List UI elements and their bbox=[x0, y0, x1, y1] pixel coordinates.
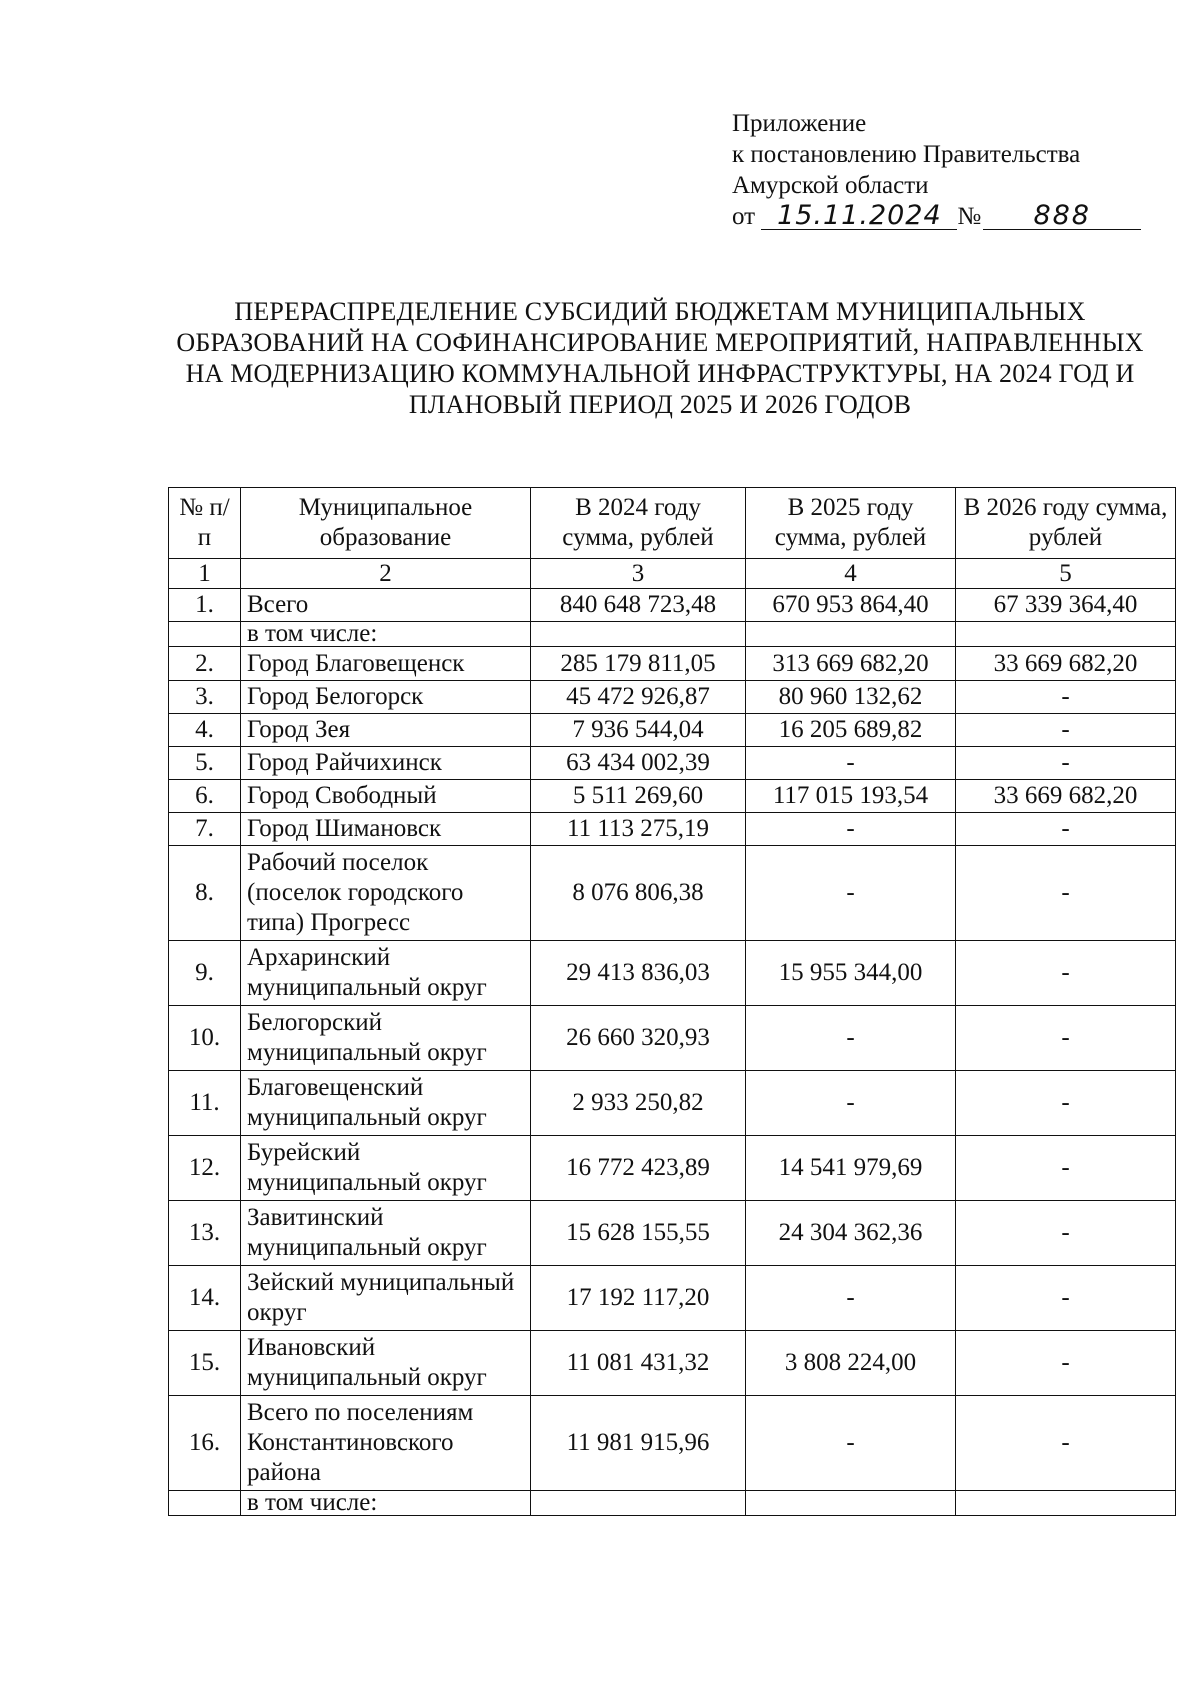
amount-2026: - bbox=[956, 1201, 1176, 1266]
amount-2025: 15 955 344,00 bbox=[746, 941, 956, 1006]
row-number bbox=[169, 622, 241, 647]
column-number: 3 bbox=[531, 559, 746, 589]
amount-2024: 2 933 250,82 bbox=[531, 1071, 746, 1136]
row-number: 8. bbox=[169, 846, 241, 941]
table-row bbox=[169, 647, 1176, 681]
amount-2025: 3 808 224,00 bbox=[746, 1331, 956, 1396]
amount-2025 bbox=[746, 1491, 956, 1516]
date-prefix: от bbox=[732, 203, 756, 230]
amount-2024: 285 179 811,05 bbox=[531, 647, 746, 681]
amount-2026: 67 339 364,40 bbox=[956, 589, 1176, 622]
amount-2025: - bbox=[746, 846, 956, 941]
row-number: 1. bbox=[169, 589, 241, 622]
table-header-row bbox=[169, 488, 1176, 559]
row-number: 3. bbox=[169, 681, 241, 714]
table-row bbox=[169, 1491, 1176, 1516]
municipality-name: Ивановский муниципальный округ bbox=[241, 1331, 531, 1396]
table-row bbox=[169, 1266, 1176, 1331]
amount-2024: 11 981 915,96 bbox=[531, 1396, 746, 1491]
table-row bbox=[169, 681, 1176, 714]
row-number bbox=[169, 1491, 241, 1516]
table-row bbox=[169, 622, 1176, 647]
amount-2026 bbox=[956, 622, 1176, 647]
amount-2024: 11 081 431,32 bbox=[531, 1331, 746, 1396]
handwritten-date: 15.11.2024 bbox=[761, 203, 957, 230]
amount-2025: 313 669 682,20 bbox=[746, 647, 956, 681]
amount-2025: 24 304 362,36 bbox=[746, 1201, 956, 1266]
row-number: 11. bbox=[169, 1071, 241, 1136]
municipality-name: в том числе: bbox=[241, 1491, 531, 1516]
table-row bbox=[169, 941, 1176, 1006]
number-sign: № bbox=[957, 203, 982, 230]
amount-2025: 16 205 689,82 bbox=[746, 714, 956, 747]
amount-2026: - bbox=[956, 1266, 1176, 1331]
amount-2025: - bbox=[746, 1071, 956, 1136]
row-number: 5. bbox=[169, 747, 241, 780]
header-number: № п/п bbox=[169, 488, 241, 559]
municipality-name: Город Свободный bbox=[241, 780, 531, 813]
column-number: 2 bbox=[241, 559, 531, 589]
document-title: ПЕРЕРАСПРЕДЕЛЕНИЕ СУБСИДИЙ БЮДЖЕТАМ МУНИЦИПАЛЬНЫХ ОБРАЗОВАНИЙ НА СОФИНАНСИРОВАНИЕ МЕРОПРИЯТИЙ, НАПРАВЛЕННЫХ НА МОДЕРНИЗАЦИЮ КОММУНАЛЬНОЙ ИНФРАСТРУКТУРЫ, НА 2024 ГОД И ПЛАНОВЫЙ ПЕРИОД 2025 И 2026 ГОДОВ bbox=[176, 297, 1144, 419]
amount-2024: 15 628 155,55 bbox=[531, 1201, 746, 1266]
amount-2024: 45 472 926,87 bbox=[531, 681, 746, 714]
column-number: 4 bbox=[746, 559, 956, 589]
amount-2025: - bbox=[746, 813, 956, 846]
row-number: 14. bbox=[169, 1266, 241, 1331]
appendix-block bbox=[732, 108, 1141, 232]
amount-2024: 29 413 836,03 bbox=[531, 941, 746, 1006]
amount-2025: - bbox=[746, 1396, 956, 1491]
table-row bbox=[169, 780, 1176, 813]
table-row bbox=[169, 1136, 1176, 1201]
amount-2026: - bbox=[956, 747, 1176, 780]
row-number: 16. bbox=[169, 1396, 241, 1491]
amount-2025: 117 015 193,54 bbox=[746, 780, 956, 813]
amount-2025: 670 953 864,40 bbox=[746, 589, 956, 622]
table-row bbox=[169, 846, 1176, 941]
amount-2026: - bbox=[956, 846, 1176, 941]
amount-2024 bbox=[531, 622, 746, 647]
row-number: 12. bbox=[169, 1136, 241, 1201]
table-row bbox=[169, 1201, 1176, 1266]
municipality-name: Город Белогорск bbox=[241, 681, 531, 714]
amount-2024 bbox=[531, 1491, 746, 1516]
appendix-line-1: Приложение bbox=[732, 110, 867, 137]
municipality-name: Всего по поселениям Константиновского района bbox=[241, 1396, 531, 1491]
municipality-name: Бурейский муниципальный округ bbox=[241, 1136, 531, 1201]
municipality-name: Город Шимановск bbox=[241, 813, 531, 846]
amount-2026: - bbox=[956, 1331, 1176, 1396]
amount-2024: 63 434 002,39 bbox=[531, 747, 746, 780]
appendix-date-line bbox=[732, 201, 1141, 232]
table-row bbox=[169, 1396, 1176, 1491]
row-number: 9. bbox=[169, 941, 241, 1006]
header-2026: В 2026 году сумма, рублей bbox=[956, 488, 1176, 559]
amount-2024: 7 936 544,04 bbox=[531, 714, 746, 747]
municipality-name: Город Благовещенск bbox=[241, 647, 531, 681]
table-row bbox=[169, 589, 1176, 622]
header-2024: В 2024 году сумма, рублей bbox=[531, 488, 746, 559]
municipality-name: Всего bbox=[241, 589, 531, 622]
amount-2026: - bbox=[956, 1396, 1176, 1491]
amount-2025: 14 541 979,69 bbox=[746, 1136, 956, 1201]
municipality-name: Белогорский муниципальный округ bbox=[241, 1006, 531, 1071]
handwritten-number: 888 bbox=[983, 203, 1141, 230]
municipality-name: Рабочий поселок (поселок городского типа) Прогресс bbox=[241, 846, 531, 941]
row-number: 4. bbox=[169, 714, 241, 747]
amount-2024: 16 772 423,89 bbox=[531, 1136, 746, 1201]
header-municipality: Муниципальное образование bbox=[241, 488, 531, 559]
municipality-name: Благовещенский муниципальный округ bbox=[241, 1071, 531, 1136]
amount-2026: 33 669 682,20 bbox=[956, 647, 1176, 681]
amount-2024: 17 192 117,20 bbox=[531, 1266, 746, 1331]
municipality-name: Архаринский муниципальный округ bbox=[241, 941, 531, 1006]
amount-2026: - bbox=[956, 681, 1176, 714]
amount-2024: 26 660 320,93 bbox=[531, 1006, 746, 1071]
municipality-name: Город Райчихинск bbox=[241, 747, 531, 780]
amount-2025: - bbox=[746, 1006, 956, 1071]
appendix-line-2: к постановлению Правительства bbox=[732, 141, 1081, 168]
amount-2026: - bbox=[956, 714, 1176, 747]
amount-2024: 8 076 806,38 bbox=[531, 846, 746, 941]
column-number-row bbox=[169, 559, 1176, 589]
amount-2026: 33 669 682,20 bbox=[956, 780, 1176, 813]
column-number: 1 bbox=[169, 559, 241, 589]
row-number: 15. bbox=[169, 1331, 241, 1396]
table-row bbox=[169, 747, 1176, 780]
amount-2026: - bbox=[956, 813, 1176, 846]
table-row bbox=[169, 1006, 1176, 1071]
row-number: 6. bbox=[169, 780, 241, 813]
amount-2026: - bbox=[956, 1006, 1176, 1071]
amount-2026: - bbox=[956, 941, 1176, 1006]
table-row bbox=[169, 1331, 1176, 1396]
amount-2026: - bbox=[956, 1136, 1176, 1201]
municipality-name: Завитинский муниципальный округ bbox=[241, 1201, 531, 1266]
amount-2026: - bbox=[956, 1071, 1176, 1136]
row-number: 7. bbox=[169, 813, 241, 846]
amount-2024: 11 113 275,19 bbox=[531, 813, 746, 846]
table-row bbox=[169, 714, 1176, 747]
header-2025: В 2025 году сумма, рублей bbox=[746, 488, 956, 559]
column-number: 5 bbox=[956, 559, 1176, 589]
row-number: 10. bbox=[169, 1006, 241, 1071]
row-number: 13. bbox=[169, 1201, 241, 1266]
amount-2024: 840 648 723,48 bbox=[531, 589, 746, 622]
municipality-name: Город Зея bbox=[241, 714, 531, 747]
amount-2024: 5 511 269,60 bbox=[531, 780, 746, 813]
municipality-name: Зейский муниципальный округ bbox=[241, 1266, 531, 1331]
municipality-name: в том числе: bbox=[241, 622, 531, 647]
amount-2025 bbox=[746, 622, 956, 647]
amount-2025: - bbox=[746, 1266, 956, 1331]
amount-2026 bbox=[956, 1491, 1176, 1516]
row-number: 2. bbox=[169, 647, 241, 681]
amount-2025: 80 960 132,62 bbox=[746, 681, 956, 714]
appendix-line-3: Амурской области bbox=[732, 172, 929, 199]
table-row bbox=[169, 1071, 1176, 1136]
amount-2025: - bbox=[746, 747, 956, 780]
table-row bbox=[169, 813, 1176, 846]
subsidy-table bbox=[168, 487, 1176, 1516]
